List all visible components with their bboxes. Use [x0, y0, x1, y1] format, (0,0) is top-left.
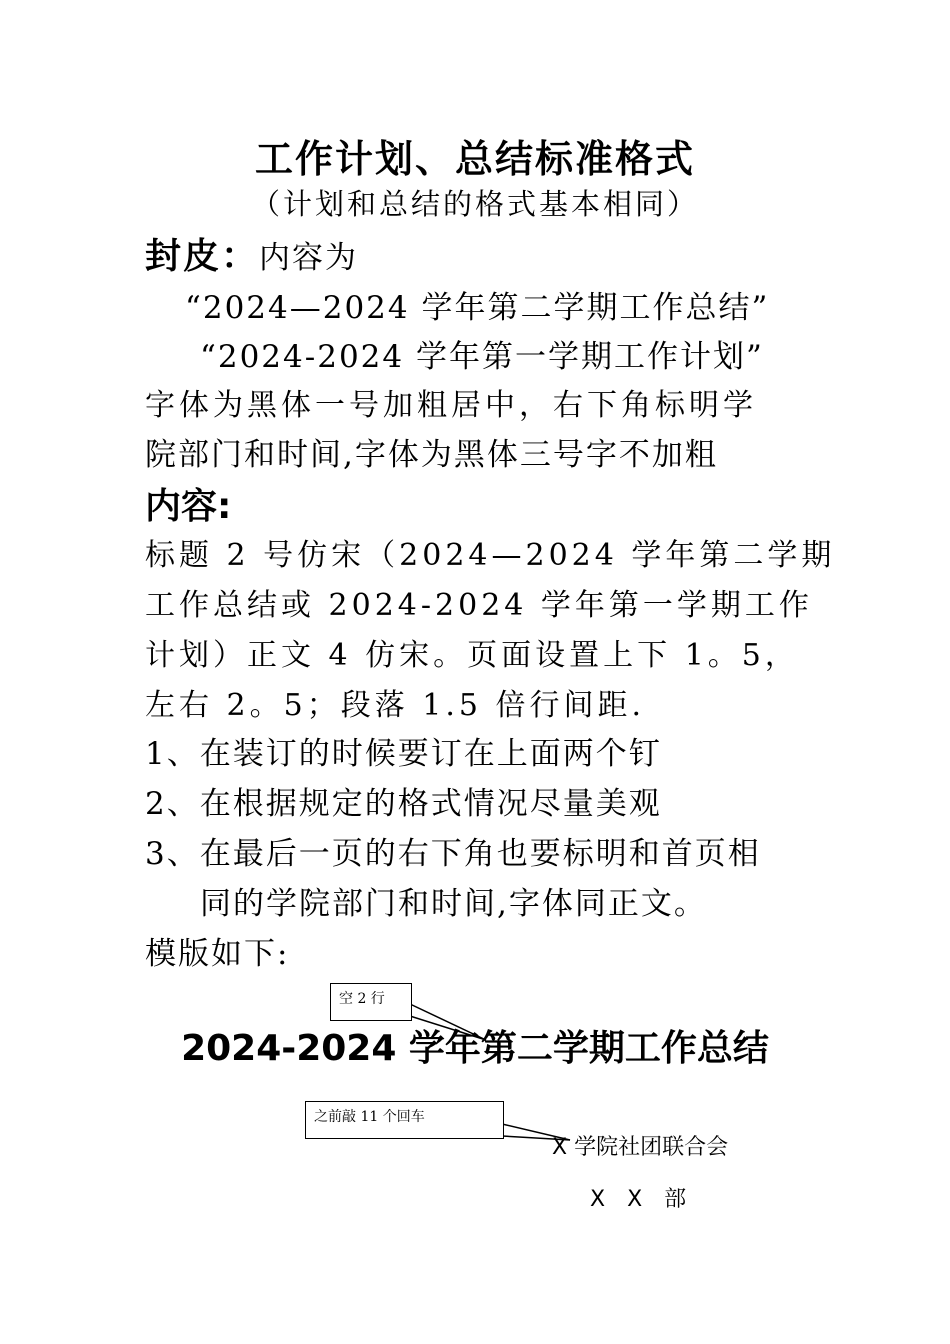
list-item-2: 2、在根据规定的格式情况尽量美观 — [145, 786, 662, 822]
sample-dept-name: X X 部 — [590, 1187, 687, 1212]
list-item-1: 1、在装订的时候要订在上面两个钉 — [145, 736, 662, 772]
list-item-3: 3、在最后一页的右下角也要标明和首页相 — [145, 836, 761, 872]
document-title: 工作计划、总结标准格式 — [254, 137, 695, 181]
template-label: 模版如下: — [145, 936, 290, 972]
cover-description: 内容为 — [259, 240, 359, 276]
content-line-1: 标题 2 号仿宋（2024—2024 学年第二学期 — [145, 538, 836, 573]
cover-font-line-2: 院部门和时间,字体为黑体三号字不加粗 — [145, 437, 718, 473]
sample-org-name: X 学院社团联合会 — [552, 1135, 729, 1160]
content-line-4: 左右 2。5；段落 1.5 倍行间距. — [145, 688, 646, 723]
cover-heading: 封皮： — [145, 236, 260, 277]
document-subtitle: （计划和总结的格式基本相同） — [250, 187, 699, 221]
cover-example-plan: “2024-2024 学年第一学期工作计划” — [200, 339, 764, 375]
cover-example-summary: “2024—2024 学年第二学期工作总结” — [185, 290, 770, 326]
content-heading: 内容: — [145, 486, 232, 527]
cover-font-line-1: 字体为黑体一号加粗居中，右下角标明学 — [145, 388, 757, 423]
content-line-2: 工作总结或 2024-2024 学年第一学期工作 — [145, 588, 813, 623]
content-line-3: 计划）正文 4 仿宋。页面设置上下 1。5， — [145, 638, 799, 673]
sample-cover-title: 2024-2024 学年第二学期工作总结 — [181, 1028, 769, 1069]
list-item-3-continued: 同的学院部门和时间,字体同正文。 — [200, 886, 707, 922]
callout-blank-lines: 空 2 行 — [330, 983, 412, 1021]
callout-enter-count: 之前敲 11 个回车 — [305, 1101, 504, 1139]
